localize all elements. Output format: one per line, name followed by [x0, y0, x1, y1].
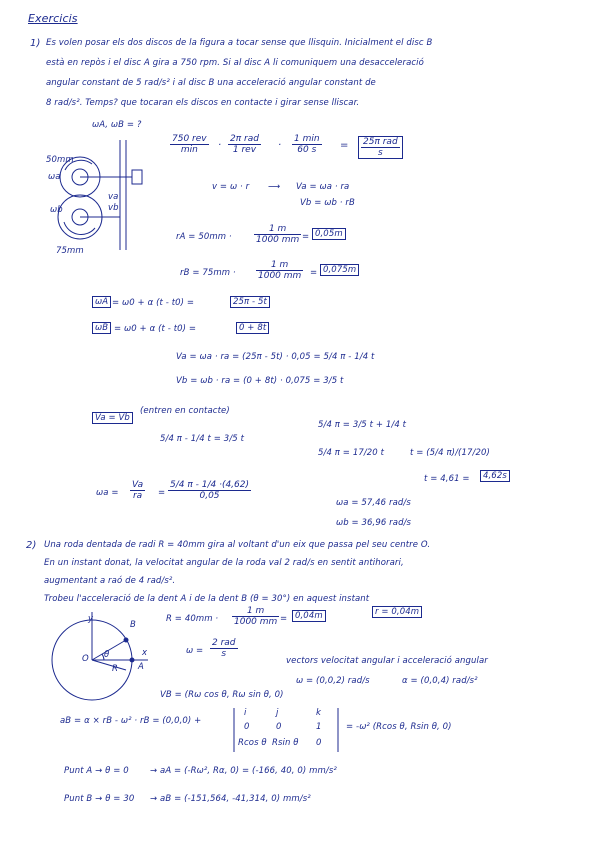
- ex2-vb-vec: VB = (Rω cos θ, Rω sin θ, 0): [160, 690, 284, 700]
- ex1-wa-final: ωa = 57,46 rad/s: [336, 498, 411, 508]
- ex2-fig-o: O: [82, 654, 89, 664]
- ex1-conv-result: 25π rad s: [358, 136, 403, 159]
- ex2-fig-a: A: [138, 662, 144, 672]
- ex1-conv-lhs: 750 rev min: [172, 134, 207, 155]
- ex1-eq4: t = (5/4 π)/(17/20): [410, 448, 490, 458]
- ex1-fig-rb: 75mm: [56, 246, 84, 256]
- ex1-va-eq: Va = ωa · ra: [296, 182, 350, 192]
- ex2-pb-label: Punt B → θ = 30: [64, 794, 135, 804]
- ex2-det-r2c1: 0: [244, 722, 250, 732]
- ex2-number: 2): [26, 540, 37, 551]
- ex1-wa-eq: = ω0 + α (t - t0) =: [112, 298, 195, 308]
- ex2-pa-label: Punt A → θ = 0: [64, 766, 129, 776]
- ex1-wb-eq: = ω0 + α (t - t0) =: [114, 324, 197, 334]
- ex2-pb-result: → aB = (-151,564, -41,314, 0) mm/s²: [150, 794, 311, 804]
- ex1-v-rel: v = ω · r: [212, 182, 250, 192]
- ex2-r-result: 0,04m: [292, 610, 326, 622]
- ex2-ab-rhs: = -ω² (Rcos θ, Rsin θ, 0): [346, 722, 452, 732]
- ex1-t-res: t = 4,61 =: [424, 474, 470, 484]
- ex1-fig-vb: vb: [108, 203, 119, 213]
- ex2-r-lhs: R = 40mm ·: [166, 614, 219, 624]
- ex1-conv-f2: 1 min 60 s: [294, 134, 320, 155]
- ex2-det-r1c3: k: [316, 708, 322, 718]
- ex2-fig-x: x: [142, 648, 148, 658]
- ex1-conv-f1: 2π rad 1 rev: [230, 134, 259, 155]
- ex1-eq1: 5/4 π - 1/4 t = 3/5 t: [160, 434, 245, 444]
- ex2-det-r2c2: 0: [276, 722, 282, 732]
- ex1-cond-box: Va = Vb: [92, 412, 133, 424]
- ex2-det-r3c1: Rcos θ: [238, 738, 267, 748]
- ex1-fig-wb: ωb: [50, 205, 63, 215]
- ex2-w-vec: ω = (0,0,2) rad/s: [296, 676, 370, 686]
- ex1-eq3: 5/4 π = 17/20 t: [318, 448, 385, 458]
- ex1-wb-result: 0 + 8t: [236, 322, 269, 334]
- ex2-fig-r: R: [112, 664, 119, 674]
- ex2-w-lhs: ω =: [186, 646, 204, 656]
- ex1-vb-full: Vb = ωb · ra = (0 + 8t) · 0,075 = 3/5 t: [176, 376, 344, 386]
- ex1-rb-result: 0,075m: [320, 264, 359, 276]
- ex2-fig-theta: θ: [104, 650, 110, 660]
- ex1-unknowns: ωA, ωB = ?: [92, 120, 142, 130]
- ex2-det-r1c2: j: [276, 708, 279, 718]
- ex2-vectors-note: vectors velocitat angular i acceleració angular: [286, 656, 488, 666]
- ex1-wb-final: ωb = 36,96 rad/s: [336, 518, 412, 528]
- ex1-va-full: Va = ωa · ra = (25π - 5t) · 0,05 = 5/4 π - 1/4 t: [176, 352, 375, 362]
- ex2-statement-line-2: En un instant donat, la velocitat angular de la roda val 2 rad/s en sentit antihorari,: [44, 558, 404, 568]
- ex1-statement-line-4: 8 rad/s². Temps? que tocaran els discos en contacte i girar sense lliscar.: [46, 98, 360, 108]
- ex1-t-box: 4,62s: [480, 470, 510, 482]
- ex2-statement-line-3: augmentant a raó de 4 rad/s².: [44, 576, 176, 586]
- ex1-cond-note: (entren en contacte): [140, 406, 230, 416]
- page-title: Exercicis: [28, 12, 78, 25]
- ex1-fig-wa: ωa: [48, 172, 61, 182]
- ex1-ra-result: 0,05m: [312, 228, 346, 240]
- ex2-det-r2c3: 1: [316, 722, 322, 732]
- ex1-wa-result: 25π - 5t: [230, 296, 270, 308]
- ex1-wa-box: ωA: [92, 296, 111, 308]
- ex2-fig-b: B: [130, 620, 136, 630]
- ex2-pa-result: → aA = (-Rω², Rα, 0) = (-166, 40, 0) mm/s²: [150, 766, 337, 776]
- ex1-rb-frac: $\frac{1 m}{1000 mm}$: [258, 260, 302, 281]
- ex1-ra-lhs: rA = 50mm ·: [176, 232, 232, 242]
- ex1-wa-calc-frac: $\frac{Va}{ra}$: [132, 480, 144, 501]
- ex1-wb-box: ωB: [92, 322, 111, 334]
- ex1-fig-ra: 50mm: [46, 155, 74, 165]
- ex1-fig-va: va: [108, 192, 119, 202]
- ex2-det-r3c2: Rsin θ: [272, 738, 299, 748]
- ex1-vb-eq: Vb = ωb · rB: [300, 198, 355, 208]
- ex2-fig-y: y: [88, 614, 94, 624]
- ex1-number: 1): [30, 38, 41, 49]
- ex2-ab-lhs: aB = α × rB - ω² · rB = (0,0,0) +: [60, 716, 202, 726]
- ex1-rb-lhs: rB = 75mm ·: [180, 268, 236, 278]
- ex2-det-r1c1: i: [244, 708, 247, 718]
- ex2-r-frac: $\frac{1 m}{1000 mm}$: [234, 606, 278, 627]
- ex2-statement-line-1: Una roda dentada de radi R = 40mm gira al voltant d'un eix que passa pel seu centre O.: [44, 540, 431, 550]
- ex2-det-r3c3: 0: [316, 738, 322, 748]
- ex1-ra-frac: $\frac{1 m}{1000 mm}$: [256, 224, 300, 245]
- ex1-statement-line-3: angular constant de 5 rad/s² i al disc B una acceleració angular constant de: [46, 78, 376, 88]
- ex1-wa-calc-lhs: ωa =: [96, 488, 119, 498]
- ex2-r-box: r = 0,04m: [372, 606, 422, 618]
- ex2-statement-line-4: Trobeu l'acceleració de la dent A i de la dent B (θ = 30°) en aquest instant: [44, 594, 370, 604]
- ex1-wa-calc-frac2: $\frac{5/4 \pi - 1/4 \cdot(4,62)}{0,05}$: [170, 480, 250, 501]
- ex2-w-frac: 2 rad s: [212, 638, 236, 659]
- ex1-statement-line-2: està en repòs i el disc A gira a 750 rpm. Si al disc A li comuniquem una desacceleració: [46, 58, 424, 68]
- ex1-eq2: 5/4 π = 3/5 t + 1/4 t: [318, 420, 407, 430]
- ex2-alpha-vec: α = (0,0,4) rad/s²: [402, 676, 478, 686]
- ex1-statement-line-1: Es volen posar els dos discos de la figura a tocar sense que llisquin. Inicialment el disc B: [46, 38, 433, 48]
